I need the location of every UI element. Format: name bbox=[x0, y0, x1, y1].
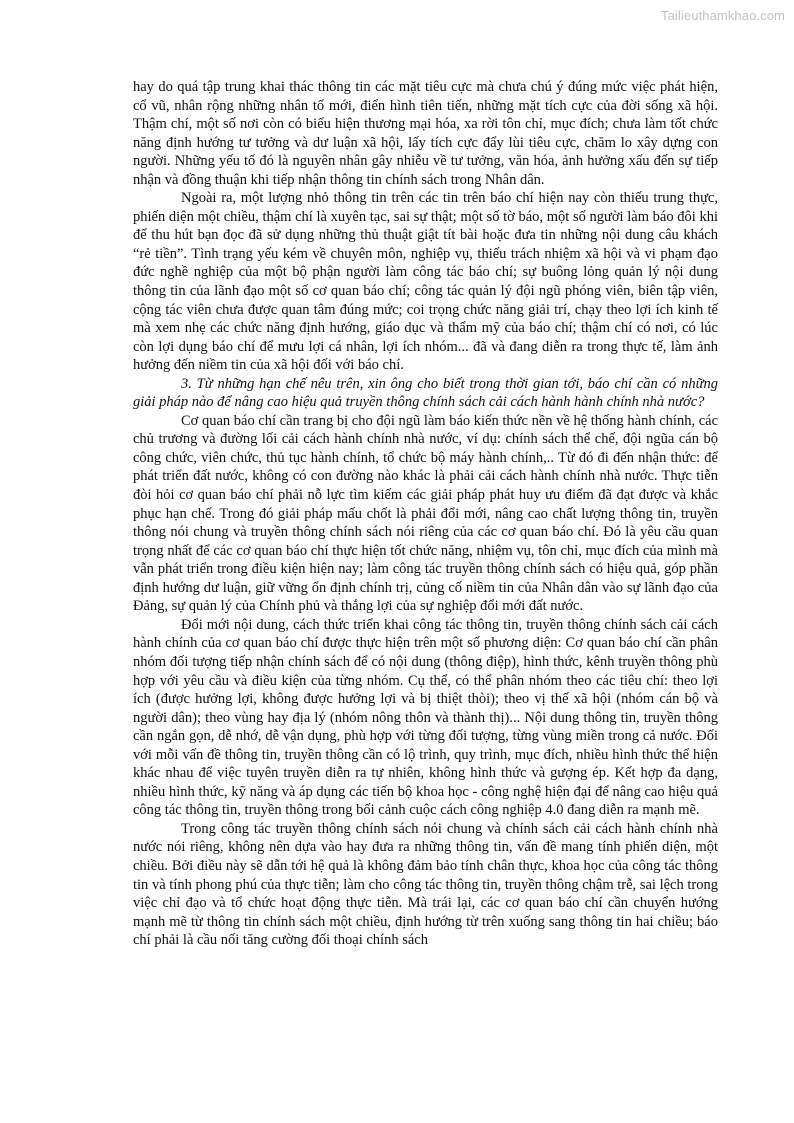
paragraph-4: Đổi mới nội dung, cách thức triển khai công tác thông tin, truyền thông chính sách cải cách hành chính của cơ quan báo chí được thực hiện trên một số phương diện: Cơ quan báo chí cần phân nhóm đối tượng tiếp nhận chính sách để có nội dung (thông điệp), hình thức, kênh truyền thông phù hợp với yêu cầu và điều kiện của từng nhóm. Cụ thể, có thể phân nhóm theo các tiêu chí: theo lợi ích (được hưởng lợi, không được hưởng lợi và bị thiệt thòi); theo vị thế xã hội (nhóm cán bộ và người dân); theo vùng hay địa lý (nhóm nông thôn và thành thị)... Nội dung thông tin, truyền thông cần ngắn gọn, dễ nhớ, dễ vận dụng, phù hợp với từng đối tượng, từng vùng miền trong cả nước. Đối với mỗi vấn đề thông tin, truyền thông cần có lộ trình, quy trình, mục đích, nhiều hình thức thể hiện khác nhau để việc tuyên truyền diễn ra tự nhiên, không hình thức và gượng ép. Kết hợp đa dạng, nhiều hình thức, kỹ năng và áp dụng các tiến bộ khoa học - công nghệ hiện đại để nâng cao hiệu quả công tác thông tin, truyền thông trong bối cảnh cuộc cách công nghiệp 4.0 đang diễn ra mạnh mẽ. bbox=[133, 616, 718, 819]
watermark: Tailieuthamkhao.com bbox=[660, 8, 785, 23]
paragraph-5: Trong công tác truyền thông chính sách nói chung và chính sách cải cách hành chính nhà nước nói riêng, không nên dựa vào hay đưa ra những thông tin, vấn đề mang tính phiến diện, một chiều. Bởi điều này sẽ dẫn tới hệ quả là không đảm bảo tính chân thực, khoa học của công tác thông tin và tính phong phú của thực tiễn; làm cho công tác thông tin, truyền thông chậm trễ, sai lệch trong việc chỉ đạo và tổ chức hoạt động thực tiễn. Mà trái lại, các cơ quan báo chí cần chuyển hướng mạnh mẽ từ thông tin chính sách một chiều, định hướng từ trên xuống sang thông tin hai chiều; báo chí phải là cầu nối tăng cường đối thoại chính sách bbox=[133, 820, 718, 949]
paragraph-3: Cơ quan báo chí cần trang bị cho đội ngũ làm báo kiến thức nền về hệ thống hành chính, các chủ trương và đường lối cải cách hành chính nhà nước, ví dụ: chính sách thể chế, đội ngũa cán bộ công chức, viên chức, thủ tục hành chính, tổ chức bộ máy hành chính,.. Từ đó đi đến nhận thức: để phát triển đất nước, không có con đường nào khác là phải cải cách hành chính nhà nước. Thực tiễn đòi hỏi cơ quan báo chí phải nỗ lực tìm kiếm các giải pháp phát huy ưu điểm đã đạt được và khắc phục hạn chế. Trong đó giải pháp mấu chốt là phải đổi mới, nâng cao chất lượng thông tin, truyền thông nói chung và truyền thông chính sách nói riêng của các cơ quan báo chí. Đó là yêu cầu quan trọng nhất để các cơ quan báo chí thực hiện tốt chức năng, nhiệm vụ, tôn chỉ, mục đích của mình mà vẫn phát triển trong điều kiện hiện nay; làm công tác truyền thông chính sách có hiệu quả, góp phần định hướng dư luận, giữ vững ổn định chính trị, củng cố niềm tin của Nhân dân vào sự lãnh đạo của Đảng, sự quản lý của Chính phủ và thắng lợi của sự nghiệp đổi mới đất nước. bbox=[133, 412, 718, 615]
paragraph-2: Ngoài ra, một lượng nhỏ thông tin trên các tin trên báo chí hiện nay còn thiếu trung thực, phiến diện một chiều, thậm chí là xuyên tạc, sai sự thật; một số tờ báo, một số người làm báo đôi khi để thu hút bạn đọc đã sử dụng những thủ thuật giật tít bài hoặc đưa tin những nội dung câu khách “rẻ tiền”. Tình trạng yếu kém về chuyên môn, nghiệp vụ, thiếu trách nhiệm xã hội và vi phạm đạo đức nghề nghiệp của một bộ phận người làm công tác báo chí; sự buông lỏng quản lý nội dung thông tin của lãnh đạo một số cơ quan báo chí; công tác quản lý đội ngũ phóng viên, biên tập viên, cộng tác viên chưa được quan tâm đúng mức; coi trọng chức năng giải trí, chạy theo lợi ích kinh tế mà xem nhẹ các chức năng định hướng, giáo dục và thẩm mỹ của báo chí; thậm chí có nơi, có lúc còn lợi dụng báo chí để mưu lợi cá nhân, lợi ích nhóm... đã và đang diễn ra trong thực tế, làm ảnh hưởng đến niềm tin của xã hội đối với báo chí. bbox=[133, 190, 718, 374]
paragraph-1: hay do quá tập trung khai thác thông tin các mặt tiêu cực mà chưa chú ý đúng mức việc phát hiện, cổ vũ, nhân rộng những nhân tố mới, điển hình tiên tiến, những mặt tích cực của đời sống xã hội. Thậm chí, một số nơi còn có biểu hiện thương mại hóa, xa rời tôn chỉ, mục đích; chưa làm tốt chức năng định hướng tư tưởng và dư luận xã hội, lấy tích cực đẩy lùi tiêu cực, chăm lo xây dựng con người. Những yếu tố đó là nguyên nhân gây nhiễu về tư tưởng, văn hóa, ảnh hưởng xấu đến sự tiếp nhận và đồng thuận khi tiếp nhận thông tin chính sách trong Nhân dân. bbox=[133, 79, 718, 188]
question-heading: 3. Từ những hạn chế nêu trên, xin ông cho biết trong thời gian tới, báo chí cần có những giải pháp nào để nâng cao hiệu quả truyền thông chính sách cải cách hành hành chính nhà nước? bbox=[133, 375, 718, 411]
document-body bbox=[133, 78, 718, 950]
